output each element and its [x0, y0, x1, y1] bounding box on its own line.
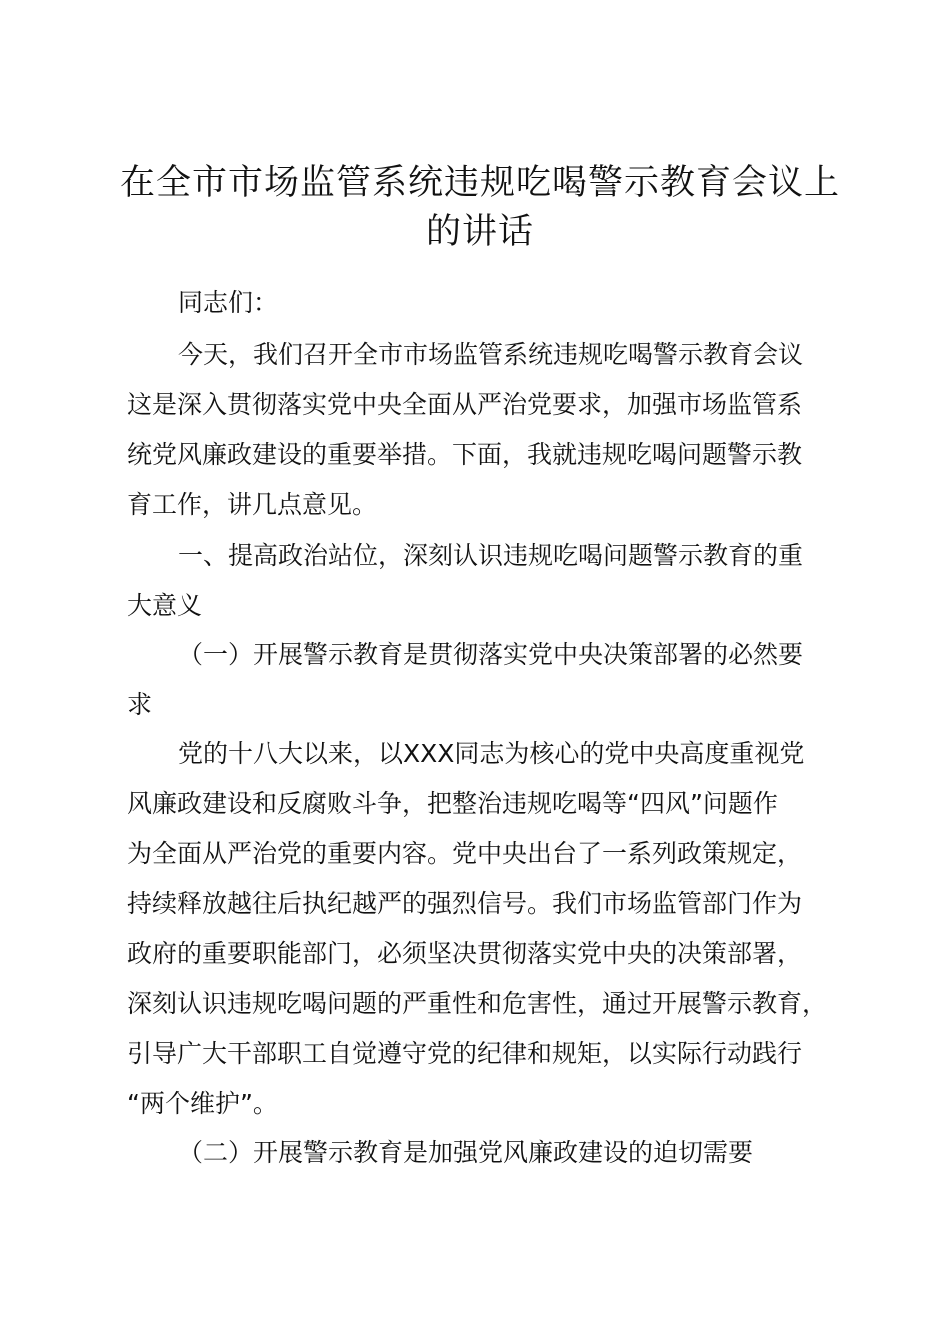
- salutation: 同志们：: [178, 288, 279, 317]
- paragraph-1-line-1: 今天，我们召开全市市场监管系统违规吃喝警示教育会议: [178, 340, 804, 369]
- paragraph-2-line-4: 持续释放越往后执纪越严的强烈信号。我们市场监管部门作为: [127, 889, 803, 918]
- paragraph-2-line-7: 引导广大干部职工自觉遵守党的纪律和规矩，以实际行动践行: [127, 1039, 803, 1068]
- paragraph-1-line-4: 育工作，讲几点意见。: [127, 490, 378, 519]
- document-title-line-1: 在全市市场监管系统违规吃喝警示教育会议上: [119, 163, 840, 203]
- subheading-2: （二）开展警示教育是加强党风廉政建设的迫切需要: [178, 1138, 754, 1167]
- paragraph-1-line-2: 这是深入贯彻落实党中央全面从严治党要求，加强市场监管系: [127, 390, 803, 419]
- document-title-line-2: 的讲话: [425, 212, 534, 252]
- paragraph-2-line-2: 风廉政建设和反腐败斗争，把整治违规吃喝等“四风”问题作: [127, 789, 778, 818]
- heading-1-line-2: 大意义: [127, 591, 203, 620]
- paragraph-2-line-3: 为全面从严治党的重要内容。党中央出台了一系列政策规定，: [127, 839, 803, 868]
- subheading-1-line-1: （一）开展警示教育是贯彻落实党中央决策部署的必然要: [178, 640, 804, 669]
- heading-1-line-1: 一、提高政治站位，深刻认识违规吃喝问题警示教育的重: [178, 541, 804, 570]
- paragraph-2-line-8: “两个维护”。: [127, 1089, 278, 1118]
- paragraph-2-line-6: 深刻认识违规吃喝问题的严重性和危害性，通过开展警示教育，: [127, 989, 828, 1018]
- paragraph-1-line-3: 统党风廉政建设的重要举措。下面，我就违规吃喝问题警示教: [127, 440, 803, 469]
- subheading-1-line-2: 求: [127, 690, 153, 719]
- paragraph-2-line-5: 政府的重要职能部门，必须坚决贯彻落实党中央的决策部署，: [127, 939, 803, 968]
- paragraph-2-line-1: 党的十八大以来，以XXX同志为核心的党中央高度重视党: [178, 739, 805, 768]
